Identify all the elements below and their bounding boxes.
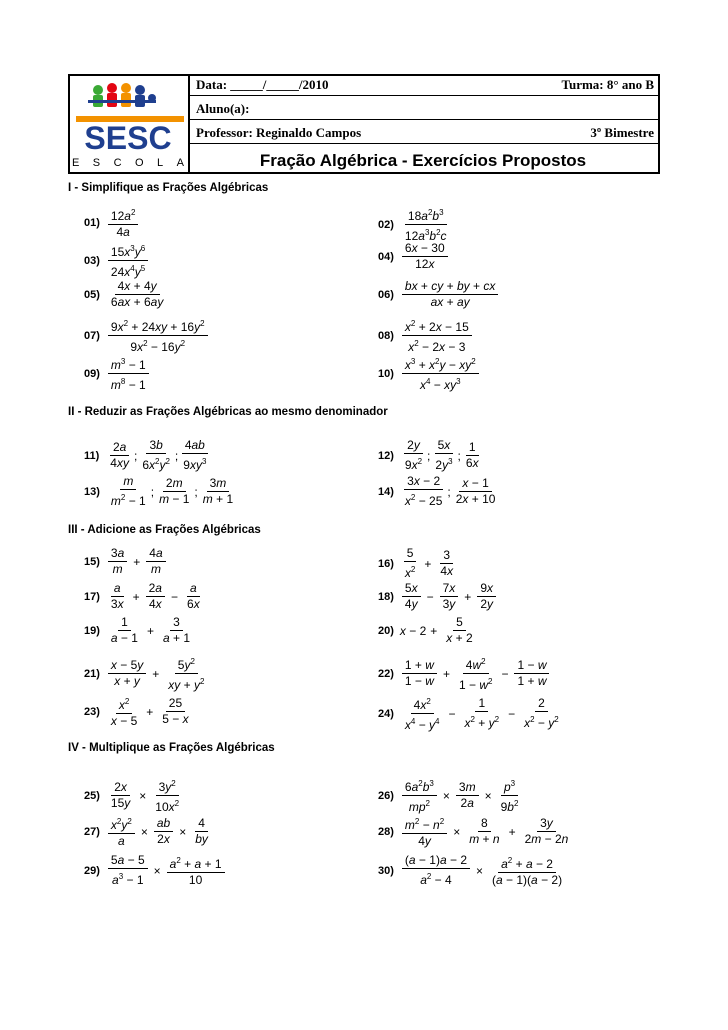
exercise-03: 03) $\frac{15x^3y^6}{24x^4y^5}$: [84, 241, 150, 280]
section-4-title: IV - Multiplique as Frações Algébricas: [68, 742, 275, 754]
exercise-24: 24) $\frac{4x^2}{x^4 - y^4}$ − $\frac{1}{x^2 + y^2}$ − $\frac{2}{x^2 - y^2}$: [378, 696, 559, 732]
logo-text: SESC: [84, 120, 172, 156]
exercise-30: 30) $\frac{(a - 1)a - 2}{a^2 - 4}$ × $\frac{a^2 + a - 2}{(a - 1)(a - 2)}$: [378, 853, 563, 887]
exercise-07: 07) $\frac{9x^2 + 24xy + 16y^2}{9x^2 - 16y^2}$: [84, 316, 210, 355]
exercise-29: 29) $\frac{5a - 5}{a^3 - 1}$ × $\frac{a^2 + a + 1}{10}$: [84, 853, 227, 888]
exercise-28: 28) $\frac{m^2 - n^2}{4y}$ × $\frac{8}{m + n}$ + $\frac{3y}{2m - 2n}$: [378, 816, 569, 848]
page-title: Fração Algébrica - Exercícios Propostos: [259, 151, 587, 170]
exercise-21: 21) $\frac{x - 5y}{x + y}$ + $\frac{5y^2}{xy + y^2}$: [84, 654, 209, 693]
exercise-17: 17) $\frac{a}{3x}$ + $\frac{2a}{4x}$ − $\frac{a}{6x}$: [84, 581, 200, 611]
exercise-18: 18) $\frac{5x}{4y}$ − $\frac{7x}{3y}$ + $\frac{9x}{2y}$: [378, 581, 498, 612]
date-row: Data: _____/_____/2010 Turma: 8° ano B: [190, 74, 660, 96]
student-row[interactable]: Aluno(a):: [190, 98, 660, 120]
exercise-19: 19) $\frac{1}{a - 1}$ + $\frac{3}{a + 1}$: [84, 615, 191, 645]
exercise-09: 09) $\frac{m^3 - 1}{m^8 - 1}$: [84, 354, 151, 393]
exercise-06: 06) $\frac{bx + cy + by + cx}{ax + ay}$: [378, 279, 500, 310]
escola-label: E S C O L A: [72, 157, 184, 169]
exercise-16: 16) $\frac{5}{x^2}$ + $\frac{3}{4x}$: [378, 546, 454, 580]
exercise-15: 15) $\frac{3a}{m}$ + $\frac{4a}{m}$: [84, 546, 168, 577]
exercise-02: 02) $\frac{18a^2b^3}{12a^3b^2c}$: [378, 205, 452, 244]
exercise-22: 22) $\frac{1 + w}{1 - w}$ + $\frac{4w^2}{1 - w^2}$ − $\frac{1 - w}{1 + w}$: [378, 654, 551, 693]
exercise-01: 01) $\frac{12a^2}{4a}$: [84, 205, 140, 240]
exercise-26: 26) $\frac{6a^2b^3}{mp^2}$ × $\frac{3m}{2a}$ × $\frac{p^3}{9b^2}$: [378, 776, 523, 815]
section-1-title: I - Simplifique as Frações Algébricas: [68, 182, 269, 194]
section-2-title: II - Reduzir as Frações Algébricas ao mesmo denominador: [68, 406, 388, 418]
exercise-10: 10) $\frac{x^3 + x^2y - xy^2}{x^4 - xy^3}$: [378, 354, 481, 393]
exercise-11: 11) $\frac{2a}{4xy}$ ; $\frac{3b}{6x^2y^2}$ ; $\frac{4ab}{9xy^3}$: [84, 438, 207, 472]
exercise-27: 27) $\frac{x^2y^2}{a}$ × $\frac{ab}{2x}$ × $\frac{4}{by}$: [84, 816, 208, 848]
exercise-13: 13) $\frac{m}{m^2 - 1}$ ; $\frac{2m}{m - 1}$ ; $\frac{3m}{m + 1}$: [84, 474, 234, 508]
exercise-14: 14) $\frac{3x - 2}{x^2 - 25}$ ; $\frac{x - 1}{2x + 10}$: [378, 474, 496, 508]
section-3-title: III - Adicione as Frações Algébricas: [68, 524, 261, 536]
exercise-25: 25) $\frac{2x}{15y}$ × $\frac{3y^2}{10x^2}$: [84, 776, 184, 815]
exercise-23: 23) $\frac{x^2}{x - 5}$ + $\frac{25}{5 - x}$: [84, 696, 189, 728]
exercise-20: 20) x − 2 + $\frac{5}{x + 2}$: [378, 615, 473, 645]
exercise-05: 05) $\frac{4x + 4y}{6ax + 6ay}$: [84, 279, 164, 309]
exercise-04: 04) $\frac{6x - 30}{12x}$: [378, 241, 450, 272]
teacher-row: Professor: Reginaldo Campos 3º Bimestre: [190, 122, 660, 144]
exercise-08: 08) $\frac{x^2 + 2x - 15}{x^2 - 2x - 3}$: [378, 316, 474, 355]
exercise-12: 12) $\frac{2y}{9x^2}$ ; $\frac{5x}{2y^3}$ ; $\frac{1}{6x}$: [378, 438, 479, 472]
kids-figures-icon: [88, 83, 156, 107]
